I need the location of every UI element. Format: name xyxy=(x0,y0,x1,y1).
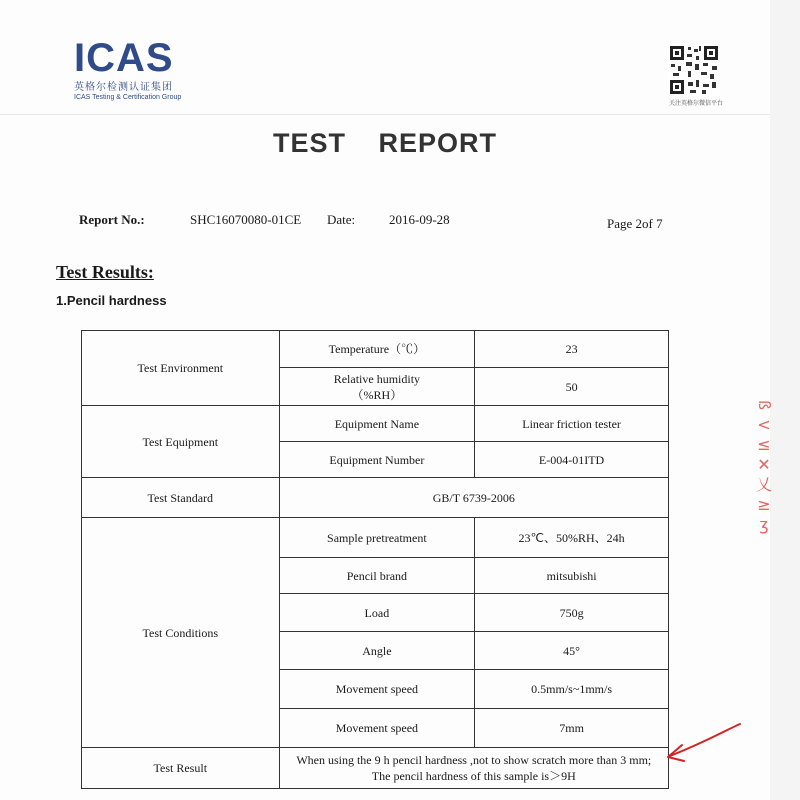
table-row xyxy=(82,748,669,789)
equipment-name-value: Linear friction tester xyxy=(475,406,669,442)
condition-value: mitsubishi xyxy=(475,558,669,594)
standard-label: Test Standard xyxy=(82,478,280,518)
result-value xyxy=(279,748,668,789)
env-label: Test Environment xyxy=(82,331,280,406)
temp-label: Temperature（℃） xyxy=(279,331,475,368)
condition-value: 7mm xyxy=(475,709,669,748)
condition-value: 45° xyxy=(475,632,669,670)
standard-value: GB/T 6739-2006 xyxy=(279,478,668,518)
condition-value: 23℃、50%RH、24h xyxy=(475,518,669,558)
condition-label: Load xyxy=(279,594,475,632)
equipment-number-label: Equipment Number xyxy=(279,442,475,478)
humidity-value: 50 xyxy=(475,368,669,406)
header-divider xyxy=(0,114,770,115)
logo-text: ICAS xyxy=(74,36,174,80)
report-no-label: Report No.: xyxy=(79,212,145,227)
table-row xyxy=(82,331,669,368)
result-line1: When using the 9 h pencil hardness ,not to show scratch more than 3 mm; xyxy=(296,753,652,767)
humidity-label-line1: Relative humidity xyxy=(333,371,421,386)
logo-chinese-name: 英格尔检测认证集团 xyxy=(74,82,173,93)
temp-value: 23 xyxy=(475,331,669,368)
equipment-number-value: E-004-01ITD xyxy=(475,442,669,478)
result-label: Test Result xyxy=(82,748,280,789)
condition-label: Sample pretreatment xyxy=(279,518,475,558)
table-row xyxy=(82,518,669,558)
condition-label: Pencil brand xyxy=(279,558,475,594)
condition-value: 0.5mm/s~1mm/s xyxy=(475,670,669,709)
humidity-label-line2: （%RH） xyxy=(351,387,403,402)
date-value: 2016-09-28 xyxy=(389,212,450,227)
subsection-title: 1.Pencil hardness xyxy=(56,293,167,308)
conditions-label: Test Conditions xyxy=(82,518,280,748)
condition-label: Movement speed xyxy=(279,709,475,748)
logo-english-name: ICAS Testing & Certification Group xyxy=(74,94,182,101)
results-table xyxy=(81,330,669,789)
qr-caption: 关注英格尔微信平台 xyxy=(668,100,723,107)
report-no-value: SHC16070080-01CE xyxy=(190,212,302,227)
condition-label: Movement speed xyxy=(279,670,475,709)
page-number: Page 2of 7 xyxy=(607,216,663,231)
icas-logo xyxy=(74,38,194,101)
date-label: Date: xyxy=(327,212,356,227)
hand-drawn-arrow-icon xyxy=(660,718,750,768)
report-title: TEST REPORT xyxy=(272,128,497,158)
table-row xyxy=(82,478,669,518)
qr-code-icon xyxy=(668,44,720,96)
section-title: Test Results: xyxy=(56,262,154,282)
condition-label: Angle xyxy=(279,632,475,670)
red-seal-stamp: ß < ≤ ✕ 乂 ≥ ʒ xyxy=(755,399,774,534)
humidity-label xyxy=(279,368,475,406)
result-line2: The pencil hardness of this sample is＞9H xyxy=(371,769,576,783)
table-row xyxy=(82,406,669,442)
condition-value: 750g xyxy=(475,594,669,632)
equipment-label: Test Equipment xyxy=(82,406,280,478)
equipment-name-label: Equipment Name xyxy=(279,406,475,442)
